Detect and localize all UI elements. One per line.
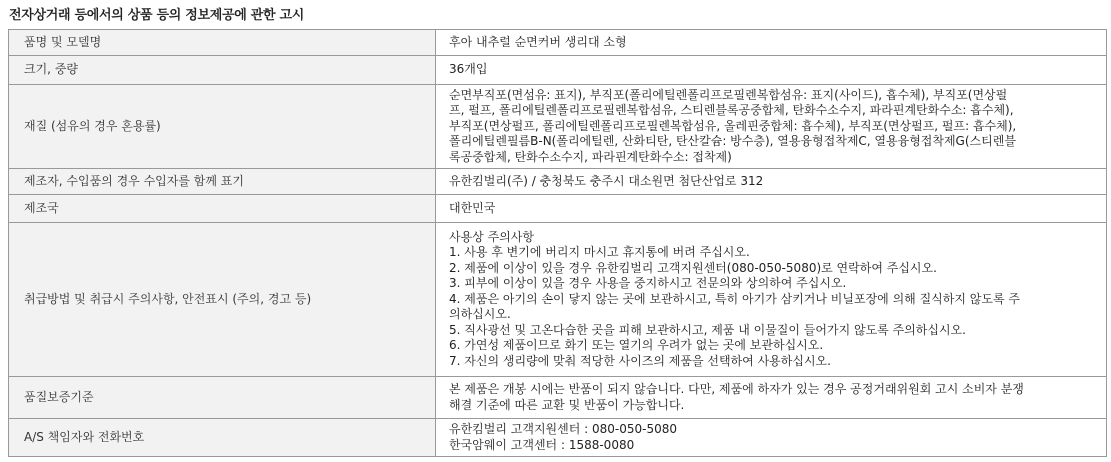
row-label: 재질 (섬유의 경우 혼용률): [9, 85, 436, 169]
row-label: A/S 책임자와 전화번호: [9, 419, 436, 457]
row-label: 품질보증기준: [9, 377, 436, 419]
row-value: 유한킴벌리(주) / 충청북도 충주시 대소원면 첨단산업로 312: [436, 169, 1107, 195]
row-label: 취급방법 및 취급시 주의사항, 안전표시 (주의, 경고 등): [9, 223, 436, 377]
product-info-table: [8, 29, 1107, 457]
row-label: 품명 및 모델명: [9, 30, 436, 56]
row-value: 본 제품은 개봉 시에는 반품이 되지 않습니다. 다만, 제품에 하자가 있는 경우 공정거래위원회 고시 소비자 분쟁 해결 기준에 따른 교환 및 반품이 가능합니다.: [436, 377, 1107, 419]
page-title: 전자상거래 등에서의 상품 등의 정보제공에 관한 고시: [9, 8, 305, 23]
table-row: [9, 195, 1107, 223]
table-row: [9, 56, 1107, 85]
row-label: 크기, 중량: [9, 56, 436, 85]
table-row: [9, 377, 1107, 419]
table-row: [9, 30, 1107, 56]
table-row: [9, 223, 1107, 377]
row-value: 사용상 주의사항 1. 사용 후 변기에 버리지 마시고 휴지통에 버려 주십시오. 2. 제품에 이상이 있을 경우 유한킴벌리 고객지원센터(080-050-5080)로 연락하여 주십시오. 3. 피부에 이상이 있을 경우 사용을 중지하시고 전문의와 상의하여 주십시오. 4. 제품은 아기의 손이 닿지 않는 곳에 보관하시고, 특히 아기가 삼키거나 비닐포장에 의해 질식하지 않도록 주 의하십시오. 5. 직사광선 및 고온다습한 곳을 피해 보관하시고, 제품 내 이물질이 들어가지 않도록 주의하십시오. 6. 가연성 제품이므로 화기 또는 열기의 우려가 없는 곳에 보관하십시오. 7. 자신의 생리량에 맞춰 적당한 사이즈의 제품을 선택하여 사용하십시오.: [436, 223, 1107, 377]
row-value: 유한킴벌리 고객지원센터 : 080-050-5080 한국암웨이 고객센터 : 1588-0080: [436, 419, 1107, 457]
table-row: [9, 169, 1107, 195]
row-value: 후아 내추럴 순면커버 생리대 소형: [436, 30, 1107, 56]
table-row: [9, 419, 1107, 457]
row-value: 대한민국: [436, 195, 1107, 223]
row-value: 36개입: [436, 56, 1107, 85]
row-label: 제조자, 수입품의 경우 수입자를 함께 표기: [9, 169, 436, 195]
table-row: [9, 85, 1107, 169]
row-label: 제조국: [9, 195, 436, 223]
row-value: 순면부직포(면섬유: 표지), 부직포(폴리에틸렌폴리프로필렌복합섬유: 표지(사이드), 흡수체), 부직포(면상펄 프, 펄프, 폴리에틸렌폴리프로필렌복합섬유, 스티렌블록공중합체, 탄화수소수지, 파라핀계탄화수소: 흡수체), 부직포(면상펄프, 폴리에틸렌폴리프로필렌복합섬유, 올레핀중합체: 흡수체), 부직포(면상펄프, 펄프: 흡수체), 폴리에틸렌필름B-N(폴리에틸렌, 산화티탄, 탄산칼슘: 방수층), 열용융형접착제C, 열용융형접착제G(스티렌블 록공중합체, 탄화수소수지, 파라핀계탄화수소: 접착제): [436, 85, 1107, 169]
